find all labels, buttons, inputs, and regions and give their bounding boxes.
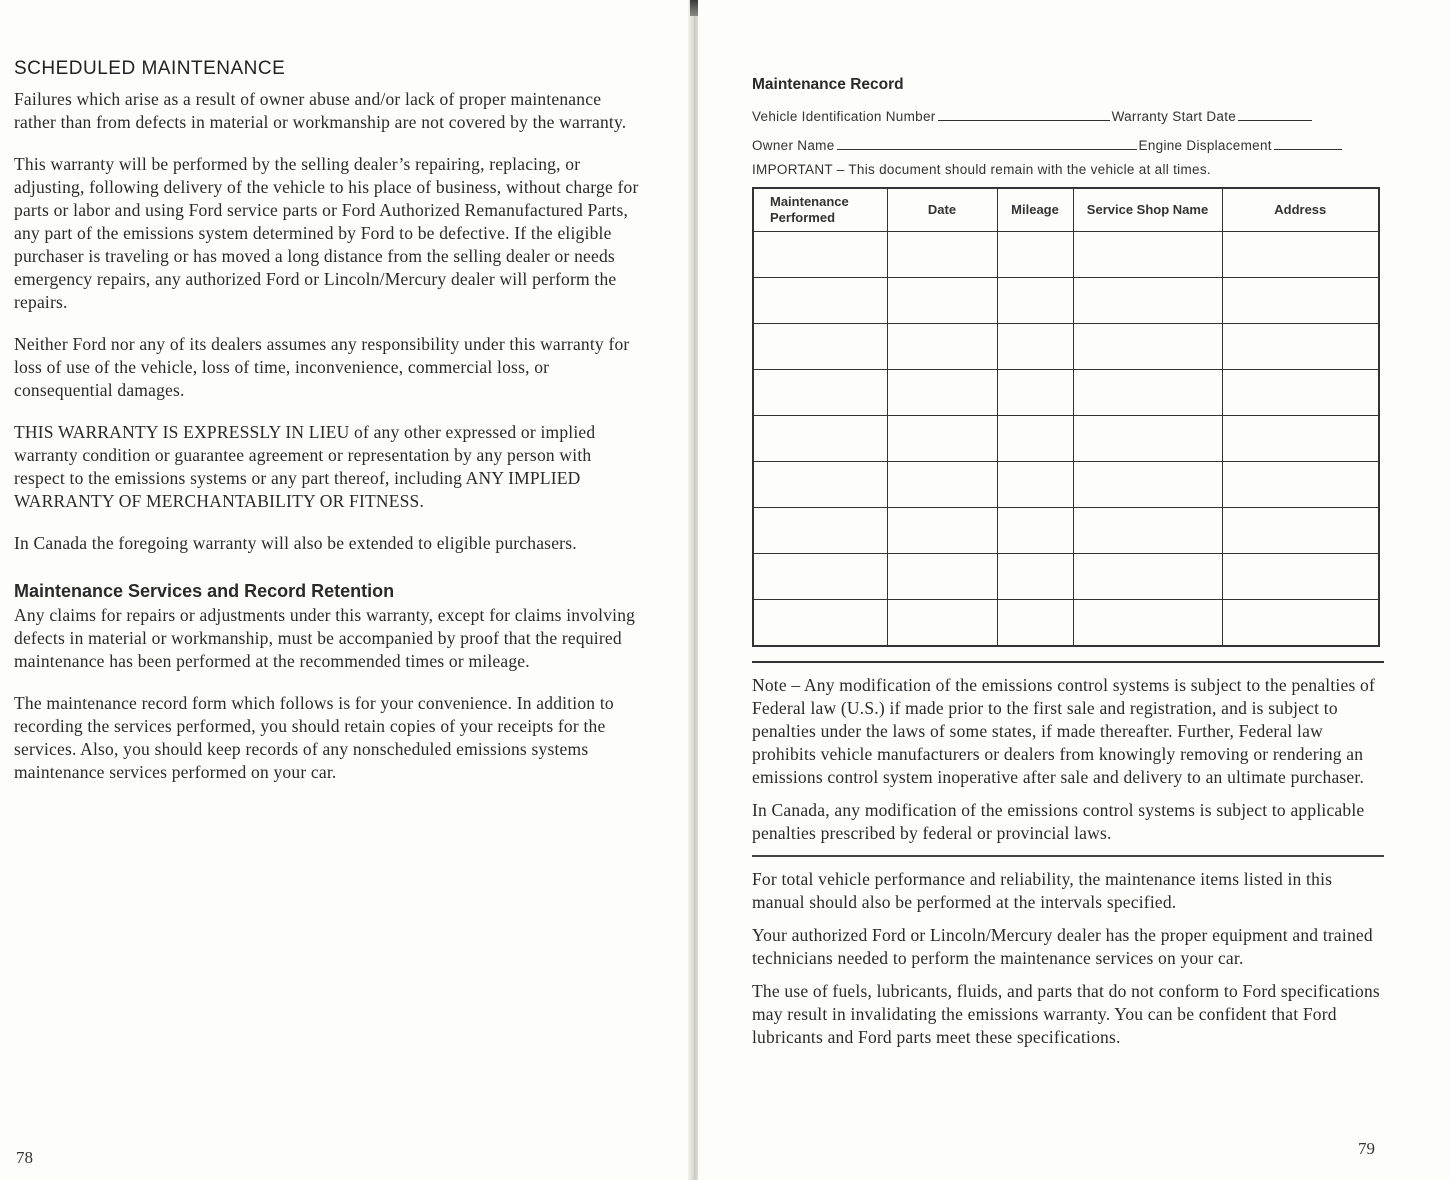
left-page [0, 0, 690, 1180]
table-cell[interactable] [753, 278, 887, 324]
table-cell[interactable] [887, 232, 997, 278]
table-cell[interactable] [887, 278, 997, 324]
table-cell[interactable] [887, 508, 997, 554]
form-title: Maintenance Record [752, 76, 904, 93]
section-heading: SCHEDULED MAINTENANCE [14, 58, 286, 79]
divider-rule-2 [752, 855, 1384, 857]
table-cell[interactable] [1222, 462, 1379, 508]
paragraph-claims: Any claims for repairs or adjustments under this warranty, except for claims involving defects in material or workmanship, must be accompanied by proof that the required maintenance has been performed at the recommended times or mileage. [14, 605, 636, 671]
table-cell[interactable] [1222, 554, 1379, 600]
table-cell[interactable] [1073, 462, 1222, 508]
header-mileage: Mileage [997, 188, 1073, 232]
page-number-left: 78 [16, 1148, 33, 1167]
paragraph-dealer-repairs: This warranty will be performed by the selling dealer’s repairing, replacing, or adjusting, following delivery of the vehicle to his place of business, without charge for parts or labor and using Ford service parts or Ford Authorized Remanufactured Parts, any part of the emissions system determined by Ford to be defective. If the eligible purchaser is traveling or has moved a long distance from the selling dealer or needs emergency repairs, any authorized Ford or Lincoln/Mercury dealer will perform the repairs. [14, 154, 639, 312]
table-cell[interactable] [997, 416, 1073, 462]
table-cell[interactable] [1073, 416, 1222, 462]
table-cell[interactable] [1073, 278, 1222, 324]
divider-rule [752, 661, 1384, 663]
table-row [753, 416, 1379, 462]
table-cell[interactable] [1222, 278, 1379, 324]
field-row-vin [752, 104, 1384, 124]
table-cell[interactable] [997, 370, 1073, 416]
header-address: Address [1222, 188, 1379, 232]
table-cell[interactable] [997, 554, 1073, 600]
paragraph-dealer-equipment: Your authorized Ford or Lincoln/Mercury dealer has the proper equipment and trained technicians needed to perform the maintenance services on your car. [752, 925, 1373, 968]
table-cell[interactable] [997, 462, 1073, 508]
important-notice: IMPORTANT – This document should remain with the vehicle at all times. [752, 162, 1211, 177]
table-cell[interactable] [1073, 508, 1222, 554]
table-cell[interactable] [887, 324, 997, 370]
table-cell[interactable] [1073, 232, 1222, 278]
page-number-right: 79 [1358, 1139, 1375, 1158]
table-cell[interactable] [1222, 324, 1379, 370]
left-column [14, 58, 644, 803]
warranty-start-label: Warranty Start Date [1111, 109, 1237, 124]
header-date: Date [887, 188, 997, 232]
owner-label: Owner Name [752, 138, 835, 153]
table-cell[interactable] [887, 554, 997, 600]
paragraph-abuse: Failures which arise as a result of owner abuse and/or lack of proper maintenance rather than from defects in material or workmanship are not covered by the warranty. [14, 89, 627, 132]
subheading-record-retention: Maintenance Services and Record Retention [14, 581, 395, 601]
paragraph-lieu: THIS WARRANTY IS EXPRESSLY IN LIEU of any other expressed or implied warranty condition or guarantee agreement or representation by any person with respect to the emissions systems or any part thereof, including ANY IMPLIED WARRANTY OF MERCHANTABILITY OR FITNESS. [14, 422, 596, 511]
table-cell[interactable] [753, 508, 887, 554]
owner-blank[interactable] [837, 135, 1137, 150]
table-row [753, 462, 1379, 508]
warranty-start-blank[interactable] [1238, 106, 1312, 121]
note-block [752, 674, 1384, 845]
table-cell[interactable] [997, 324, 1073, 370]
table-cell[interactable] [753, 554, 887, 600]
table-cell[interactable] [887, 462, 997, 508]
table-cell[interactable] [753, 324, 887, 370]
right-column [752, 76, 1384, 1059]
header-service-shop-name: Service Shop Name [1073, 188, 1222, 232]
table-cell[interactable] [887, 416, 997, 462]
note-text: – Any modification of the emissions control systems is subject to the penalties of Federal law (U.S.) if made prior to the first sale and registration, and is subject to penalties under the laws of some states, if made thereafter. Further, Federal law prohibits vehicle manufacturers or dealers from knowingly removing or rendering an emissions control system inoperative after sale and delivery to an ultimate purchaser. [752, 675, 1376, 787]
paragraph-fuels: The use of fuels, lubricants, fluids, and parts that do not conform to Ford specifications may result in invalidating the emissions warranty. You can be confident that Ford lubricants and Ford parts meet these specifications. [752, 981, 1380, 1047]
table-cell[interactable] [997, 600, 1073, 647]
note-label: Note [752, 675, 787, 695]
table-cell[interactable] [1222, 416, 1379, 462]
table-cell[interactable] [887, 370, 997, 416]
table-cell[interactable] [753, 416, 887, 462]
table-row [753, 232, 1379, 278]
paragraph-responsibility: Neither Ford nor any of its dealers assumes any responsibility under this warranty for loss of use of the vehicle, loss of time, inconvenience, commercial loss, or consequential damages. [14, 334, 630, 400]
maintenance-record-table [752, 187, 1380, 647]
table-cell[interactable] [753, 232, 887, 278]
table-cell[interactable] [997, 508, 1073, 554]
engine-label: Engine Displacement [1138, 138, 1272, 153]
table-cell[interactable] [1222, 232, 1379, 278]
note-paragraph [752, 674, 1384, 789]
table-cell[interactable] [1222, 600, 1379, 647]
header-maintenance-performed: Maintenance Performed [753, 188, 887, 232]
table-cell[interactable] [1222, 508, 1379, 554]
table-cell[interactable] [1073, 324, 1222, 370]
table-row [753, 508, 1379, 554]
paragraph-record-form: The maintenance record form which follows is for your convenience. In addition to recording the services performed, you should retain copies of your receipts for the services. Also, you should keep records of any nonscheduled emissions systems maintenance services performed on your car. [14, 693, 614, 782]
table-header-row [753, 188, 1379, 232]
table-cell[interactable] [753, 600, 887, 647]
table-cell[interactable] [753, 370, 887, 416]
vin-blank[interactable] [938, 106, 1110, 121]
table-cell[interactable] [997, 278, 1073, 324]
table-cell[interactable] [1073, 554, 1222, 600]
paragraph-canada: In Canada the foregoing warranty will also be extended to eligible purchasers. [14, 533, 577, 553]
engine-blank[interactable] [1274, 135, 1342, 150]
table-row [753, 370, 1379, 416]
vin-label: Vehicle Identification Number [752, 109, 936, 124]
closing-paragraphs [752, 868, 1384, 1049]
table-row [753, 554, 1379, 600]
table-row [753, 600, 1379, 647]
paragraph-performance: For total vehicle performance and reliability, the maintenance items listed in this manual should also be performed at the intervals specified. [752, 869, 1333, 912]
right-page [698, 0, 1450, 1180]
table-row [753, 278, 1379, 324]
table-cell[interactable] [753, 462, 887, 508]
table-cell[interactable] [1222, 370, 1379, 416]
canada-note: In Canada, any modification of the emissions control systems is subject to applicable penalties prescribed by federal or provincial laws. [752, 800, 1365, 843]
table-cell[interactable] [1073, 370, 1222, 416]
table-cell[interactable] [997, 232, 1073, 278]
field-row-owner [752, 133, 1384, 153]
table-cell[interactable] [1073, 600, 1222, 647]
table-cell[interactable] [887, 600, 997, 647]
table-row [753, 324, 1379, 370]
